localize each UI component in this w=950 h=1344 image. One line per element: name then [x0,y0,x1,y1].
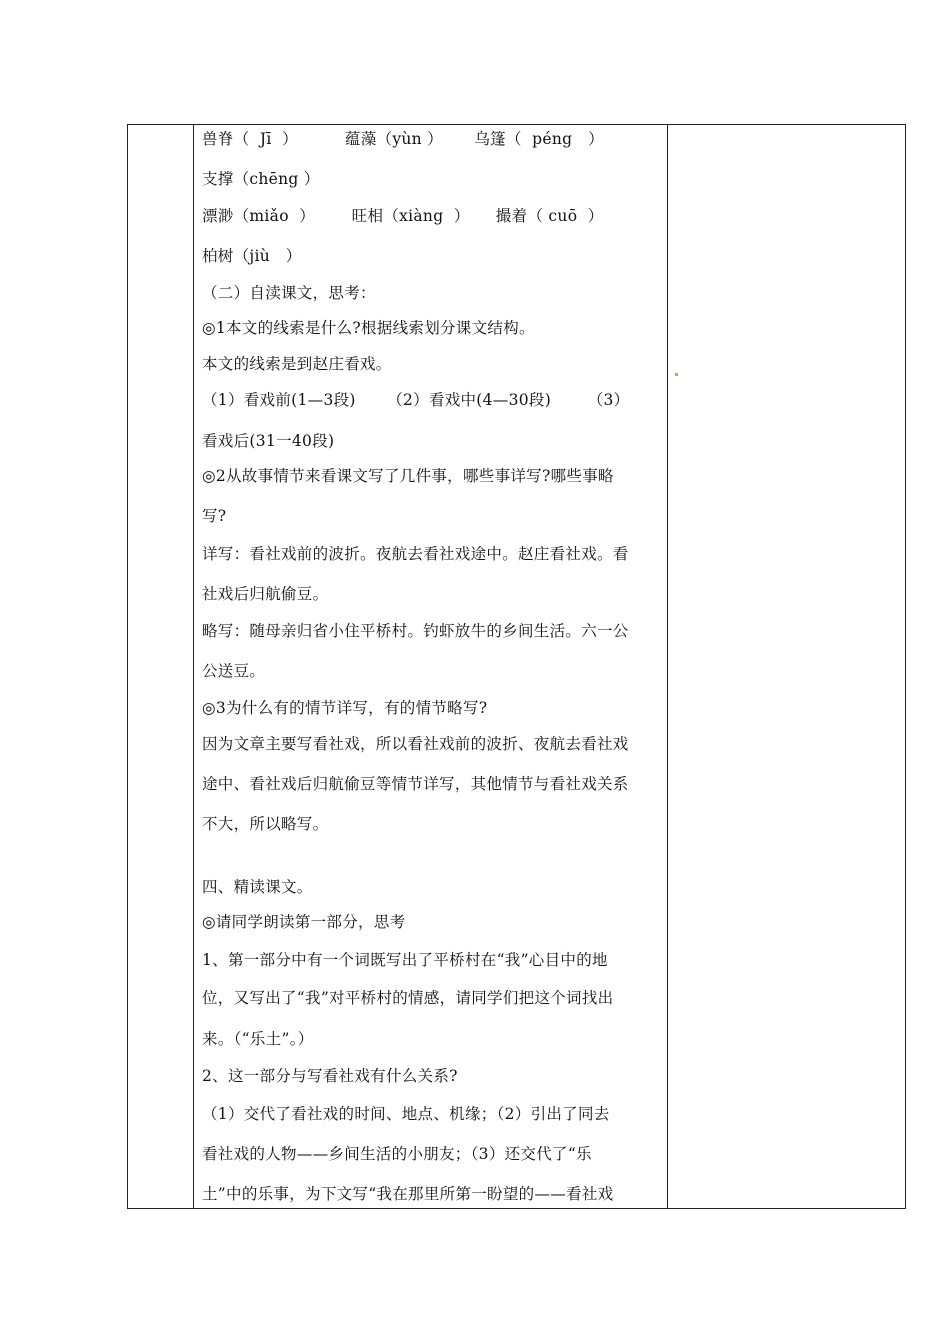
question-line: 位，又写出了“我”对平桥村的情感，请同学们把这个词找出 [202,989,614,1007]
section-heading: （二）自渎课文，思考： [202,284,376,302]
question-3: ◎3为什么有的情节详写，有的情节略写? [202,699,488,717]
answer-line: （1）看戏前(1—3段) （2）看戏中(4—30段) （3） [202,391,630,409]
answer-line: 社戏后归航偷豆。 [202,585,329,603]
answer-line: 途中、看社戏后归航偷豆等情节详写，其他情节与看社戏关系 [202,775,629,793]
answer-line: 看戏后(31一40段) [202,432,335,450]
answer-line: 来。（“乐土”。） [202,1030,314,1048]
question-line: 2、这一部分与写看社戏有什么关系? [202,1067,458,1085]
column-divider-right [667,125,668,1208]
instruction-line: ◎请同学朗读第一部分，思考 [202,913,406,931]
answer-line: 因为文章主要写看社戏，所以看社戏前的波折、夜航去看社戏 [202,735,629,753]
answer-line: 略写：随母亲归省小住平桥村。钓虾放牛的乡间生活。六一公 [202,622,629,640]
pinyin-line-2: 支撑（chēng ） [202,170,320,188]
column-divider-left [193,125,194,1208]
answer-line: 本文的线索是到赵庄看戏。 [202,355,392,373]
answer-line: 不大，所以略写。 [202,815,329,833]
pinyin-line-4: 柏树（jiù ） [202,247,302,265]
section-heading: 四、精读课文。 [202,878,313,896]
answer-line: （1）交代了看社戏的时间、地点、机缘；（2）引出了同去 [202,1105,610,1123]
question-line: 1、第一部分中有一个词既写出了平桥村在“我”心目中的地 [202,951,608,969]
answer-line: 看社戏的人物——乡间生活的小朋友；（3）还交代了“乐 [202,1145,592,1163]
pinyin-line-1: 兽脊（ Jī ） 蕴藻（yùn ） 乌篷（ péng ） [202,130,604,148]
answer-line: 详写：看社戏前的波折。夜航去看社戏途中。赵庄看社戏。看 [202,545,629,563]
question-1: ◎1本文的线索是什么?根据线索划分课文结构。 [202,319,535,337]
question-2: ◎2从故事情节来看课文写了几件事，哪些事详写?哪些事略 [202,467,614,485]
stray-mark [675,373,678,376]
pinyin-line-3: 漂渺（miǎo ） 旺相（xiàng ） 撮着（ cuō ） [202,207,604,225]
answer-line: 土”中的乐事，为下文写“我在那里所第一盼望的——看社戏 [202,1185,614,1203]
question-2-cont: 写? [202,507,227,525]
answer-line: 公送豆。 [202,662,266,680]
